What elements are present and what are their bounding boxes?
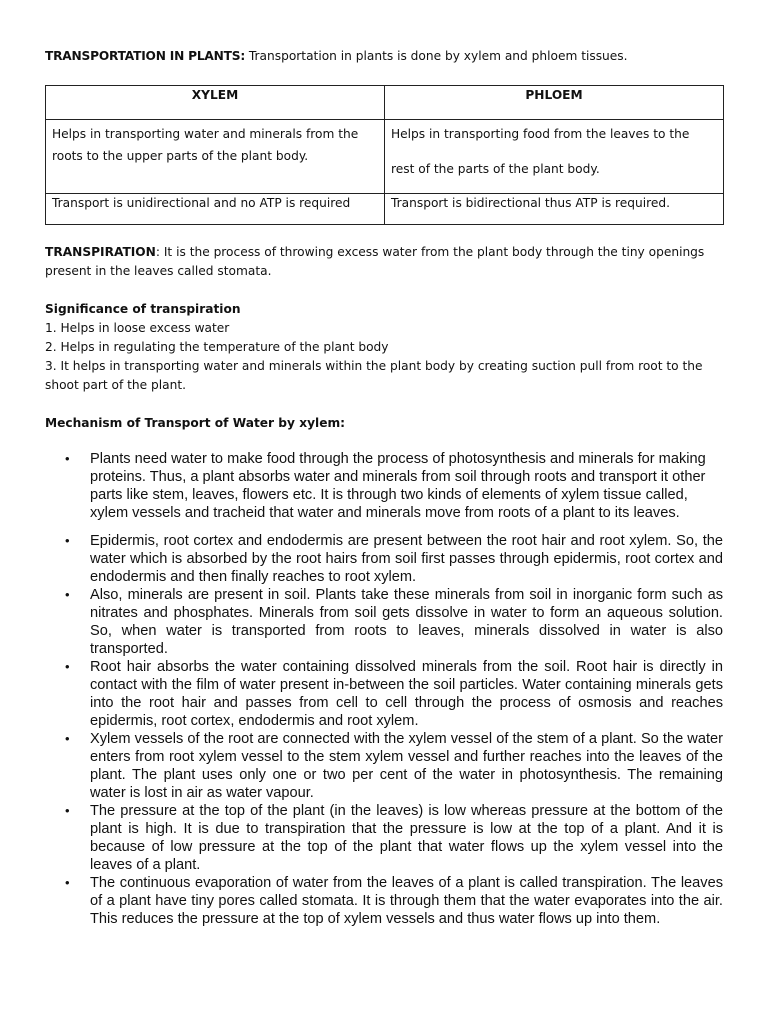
- cell-phloem-function-line1: Helps in transporting food from the leaves to the: [391, 127, 690, 141]
- header-phloem: PHLOEM: [385, 86, 724, 120]
- intro-line: [45, 47, 725, 66]
- bullet-dot: •: [65, 731, 70, 746]
- section-title-transportation: TRANSPORTATION IN PLANTS:: [45, 49, 246, 63]
- table-row: [46, 194, 724, 225]
- mechanism-title: Mechanism of Transport of Water by xylem:: [45, 416, 346, 430]
- table-row: [46, 120, 724, 194]
- transpiration-definition: [45, 243, 723, 281]
- list-item: [45, 730, 723, 802]
- xylem-phloem-table: [45, 85, 724, 225]
- list-item: [45, 586, 723, 658]
- bullet-text: Plants need water to make food through the process of photosynthesis and minerals for making proteins. Thus, a plant absorbs water and minerals from soil through roots and transport it other parts like stem, leaves, flowers etc. It is through two kinds of elements of xylem tissue called, xylem vessels and tracheid that water and minerals move from roots of a plant to its leaves.: [90, 451, 706, 521]
- significance-list: [45, 319, 723, 395]
- significance-title: Significance of transpiration: [45, 302, 241, 316]
- intro-text: Transportation in plants is done by xylem and phloem tissues.: [245, 49, 628, 63]
- bullet-text: Epidermis, root cortex and endodermis are present between the root hair and root xylem. So, the water which is absorbed by the root hairs from soil first passes through epidermis, root cortex and endodermis and then finally reaches to root xylem.: [90, 533, 723, 585]
- cell-phloem-direction: Transport is bidirectional thus ATP is required.: [385, 194, 724, 225]
- bullet-dot: •: [65, 875, 70, 890]
- bullet-dot: •: [65, 451, 70, 466]
- cell-xylem-function: Helps in transporting water and minerals from the roots to the upper parts of the plant body.: [46, 120, 385, 194]
- bullet-text: Xylem vessels of the root are connected with the xylem vessel of the stem of a plant. So the water enters from root xylem vessel to the stem xylem vessel and further reaches into the leaves of the plant. The plant uses only one or two per cent of the water in photosynthesis. The remaining water is lost in air as water vapour.: [90, 731, 723, 801]
- list-item: [45, 802, 723, 874]
- cell-phloem-function-line2: rest of the parts of the plant body.: [391, 162, 600, 176]
- cell-xylem-direction: Transport is unidirectional and no ATP is required: [46, 194, 385, 225]
- transpiration-text: : It is the process of throwing excess water from the plant body through the tiny openings present in the leaves called stomata.: [45, 245, 705, 278]
- transpiration-term: TRANSPIRATION: [45, 245, 156, 259]
- list-item: [45, 532, 723, 586]
- list-item: 2. Helps in regulating the temperature of the plant body: [45, 340, 389, 354]
- cell-phloem-function: [385, 120, 724, 194]
- list-item: [45, 450, 723, 522]
- bullet-text: The continuous evaporation of water from the leaves of a plant is called transpiration. The leaves of a plant have tiny pores called stomata. It is through them that the water evaporates into the air. This reduces the pressure at the top of xylem vessels and thus water flows up into them.: [90, 875, 723, 927]
- list-item: 3. It helps in transporting water and minerals within the plant body by creating suction pull from root to the shoot part of the plant.: [45, 359, 703, 392]
- header-xylem: XYLEM: [46, 86, 385, 120]
- table-header-row: [46, 86, 724, 120]
- bullet-dot: •: [65, 587, 70, 602]
- bullet-text: The pressure at the top of the plant (in the leaves) is low whereas pressure at the bottom of the plant is high. It is due to transpiration that the pressure is low at the top of a plant. And it is because of low pressure at the top of the plant that water flows up the xylem vessel into the leaves of a plant.: [90, 803, 723, 873]
- bullet-text: Also, minerals are present in soil. Plants take these minerals from soil in inorganic form such as nitrates and phosphates. Minerals from soil gets dissolve in water to form an aqueous solution. So, when water is transported from roots to leaves, minerals dissolved in water is also transported.: [90, 587, 723, 657]
- list-item: [45, 874, 723, 928]
- bullet-dot: •: [65, 803, 70, 818]
- list-item: 1. Helps in loose excess water: [45, 321, 230, 335]
- bullet-dot: •: [65, 659, 70, 674]
- bullet-dot: •: [65, 533, 70, 548]
- mechanism-bullet-list: [45, 450, 723, 928]
- bullet-text: Root hair absorbs the water containing dissolved minerals from the soil. Root hair is directly in contact with the film of water present in-between the soil particles. Water containing minerals gets into the root hair and passes from cell to cell through the process of osmosis and reaches epidermis, root cortex, endodermis and root xylem.: [90, 659, 723, 729]
- list-item: [45, 658, 723, 730]
